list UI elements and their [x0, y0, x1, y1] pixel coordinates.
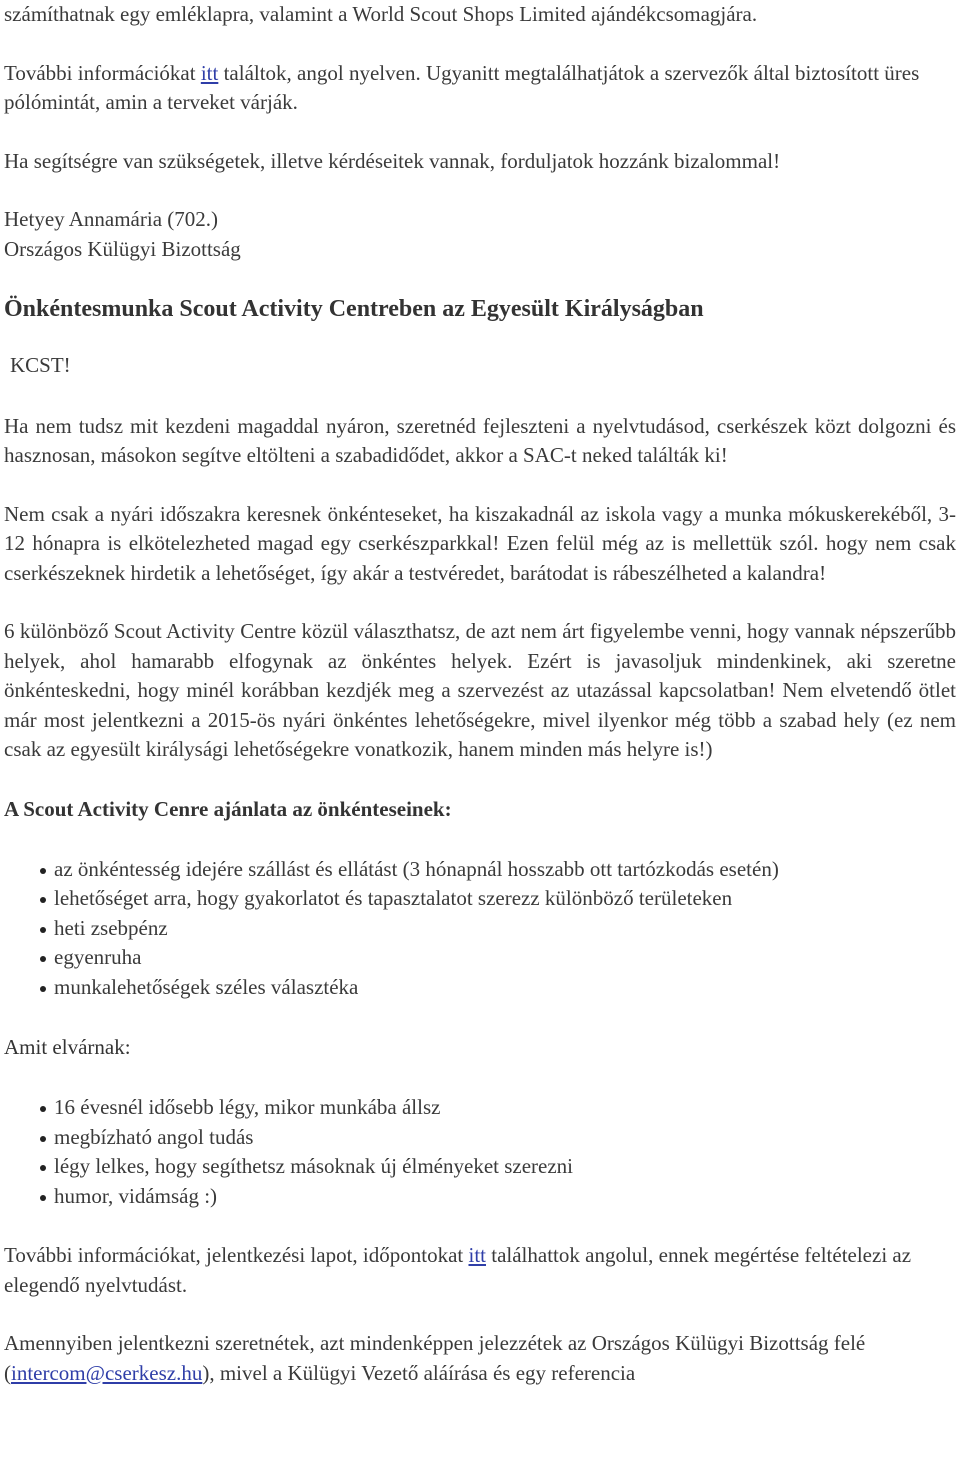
paragraph-intro: számíthatnak egy emléklapra, valamint a World Scout Shops Limited ajándékcsomagjára.	[4, 2, 758, 26]
text-segment: Amennyiben jelentkezni szeretnétek, azt mindenképpen jelezzétek az Országos Külügyi Bizottság felé (	[4, 1331, 866, 1385]
expect-list	[4, 1093, 956, 1211]
offer-heading: A Scout Activity Cenre ajánlata az önkénteseinek:	[4, 796, 452, 821]
info-link[interactable]: itt	[200, 60, 219, 85]
list-item: az önkéntesség idejére szállást és ellátást (3 hónapnál hosszabb ott tartózkodás esetén)	[54, 855, 956, 885]
apply-link[interactable]: itt	[468, 1243, 486, 1267]
list-item: munkalehetőségek széles választéka	[54, 973, 956, 1003]
paragraph-info	[4, 59, 956, 118]
document-page	[4, 0, 956, 1388]
text-segment: ), mivel a Külügyi Vezető aláírása és egy referencia	[202, 1360, 636, 1385]
list-item: humor, vidámság :)	[54, 1182, 956, 1212]
signature-org: Országos Külügyi Bizottság	[4, 236, 241, 261]
paragraph-apply-info	[4, 1241, 956, 1300]
list-item: 16 évesnél idősebb légy, mikor munkába állsz	[54, 1093, 956, 1123]
email-link[interactable]: intercom@cserkesz.hu	[11, 1360, 203, 1385]
paragraph-centres: 6 különböző Scout Activity Centre közül választhatsz, de azt nem árt figyelembe venni, hogy vannak népszerűbb helyek, ahol hamarabb elfogynak az önkéntes helyek. Ezért is javasoljuk mindenkinek, aki szeretne önkénteskedni, hogy minél korábban kezdjék meg a szervezést az utazással kapcsolatban! Nem elvetendő ötlet már most jelentkezni a 2015-ös nyári önkéntes lehetőségekre, mivel ilyenkor még több a szabad hely (ez nem csak az egyesült királysági lehetőségekre vonatkozik, hanem minden más helyre is!)	[4, 619, 956, 761]
offer-list	[4, 855, 956, 1003]
paragraph-contact	[4, 1329, 956, 1388]
paragraph-help: Ha segítségre van szükségetek, illetve kérdéseitek vannak, forduljatok hozzánk bizalommal!	[4, 148, 781, 173]
signature-name: Hetyey Annamária (702.)	[4, 207, 219, 231]
text-segment: találtok, angol nyelven. Ugyanitt megtalálhatjátok a szervezők által biztosított üres pólómintát, amin a terveket várják.	[4, 60, 920, 114]
paragraph-summer: Ha nem tudsz mit kezdeni magaddal nyáron, szeretnéd fejleszteni a nyelvtudásod, cserkészek közt dolgozni és hasznosan, másokon segítve eltölteni a szabadidődet, akkor a SAC-t neked találták ki!	[4, 413, 956, 467]
text-segment: További információkat	[4, 60, 201, 85]
list-item: heti zsebpénz	[54, 914, 956, 944]
text-segment: További információkat, jelentkezési lapot, időpontokat	[4, 1243, 469, 1267]
list-item: megbízható angol tudás	[54, 1123, 956, 1153]
expect-heading: Amit elvárnak:	[4, 1035, 131, 1059]
kcst-label: KCST!	[10, 353, 71, 377]
section-heading: Önkéntesmunka Scout Activity Centreben az Egyesült Királyságban	[4, 296, 704, 322]
list-item: egyenruha	[54, 943, 956, 973]
list-item: lehetőséget arra, hogy gyakorlatot és tapasztalatot szerezz különböző területeken	[54, 884, 956, 914]
list-item: légy lelkes, hogy segíthetsz másoknak új élményeket szerezni	[54, 1152, 956, 1182]
text-segment: találhattok angolul, ennek megértése feltételezi az elegendő nyelvtudást.	[4, 1243, 912, 1297]
paragraph-volunteers: Nem csak a nyári időszakra keresnek önkénteseket, ha kiszakadnál az iskola vagy a munka mókuskerekéből, 3-12 hónapra is elkötelezheted magad egy cserkészparkkal! Ezen felül még az is mellettük szól. hogy nem csak cserkészeknek hirdetik a lehetőséget, így akár a testvéredet, barátodat is rábeszélheted a kalandra!	[4, 501, 956, 585]
